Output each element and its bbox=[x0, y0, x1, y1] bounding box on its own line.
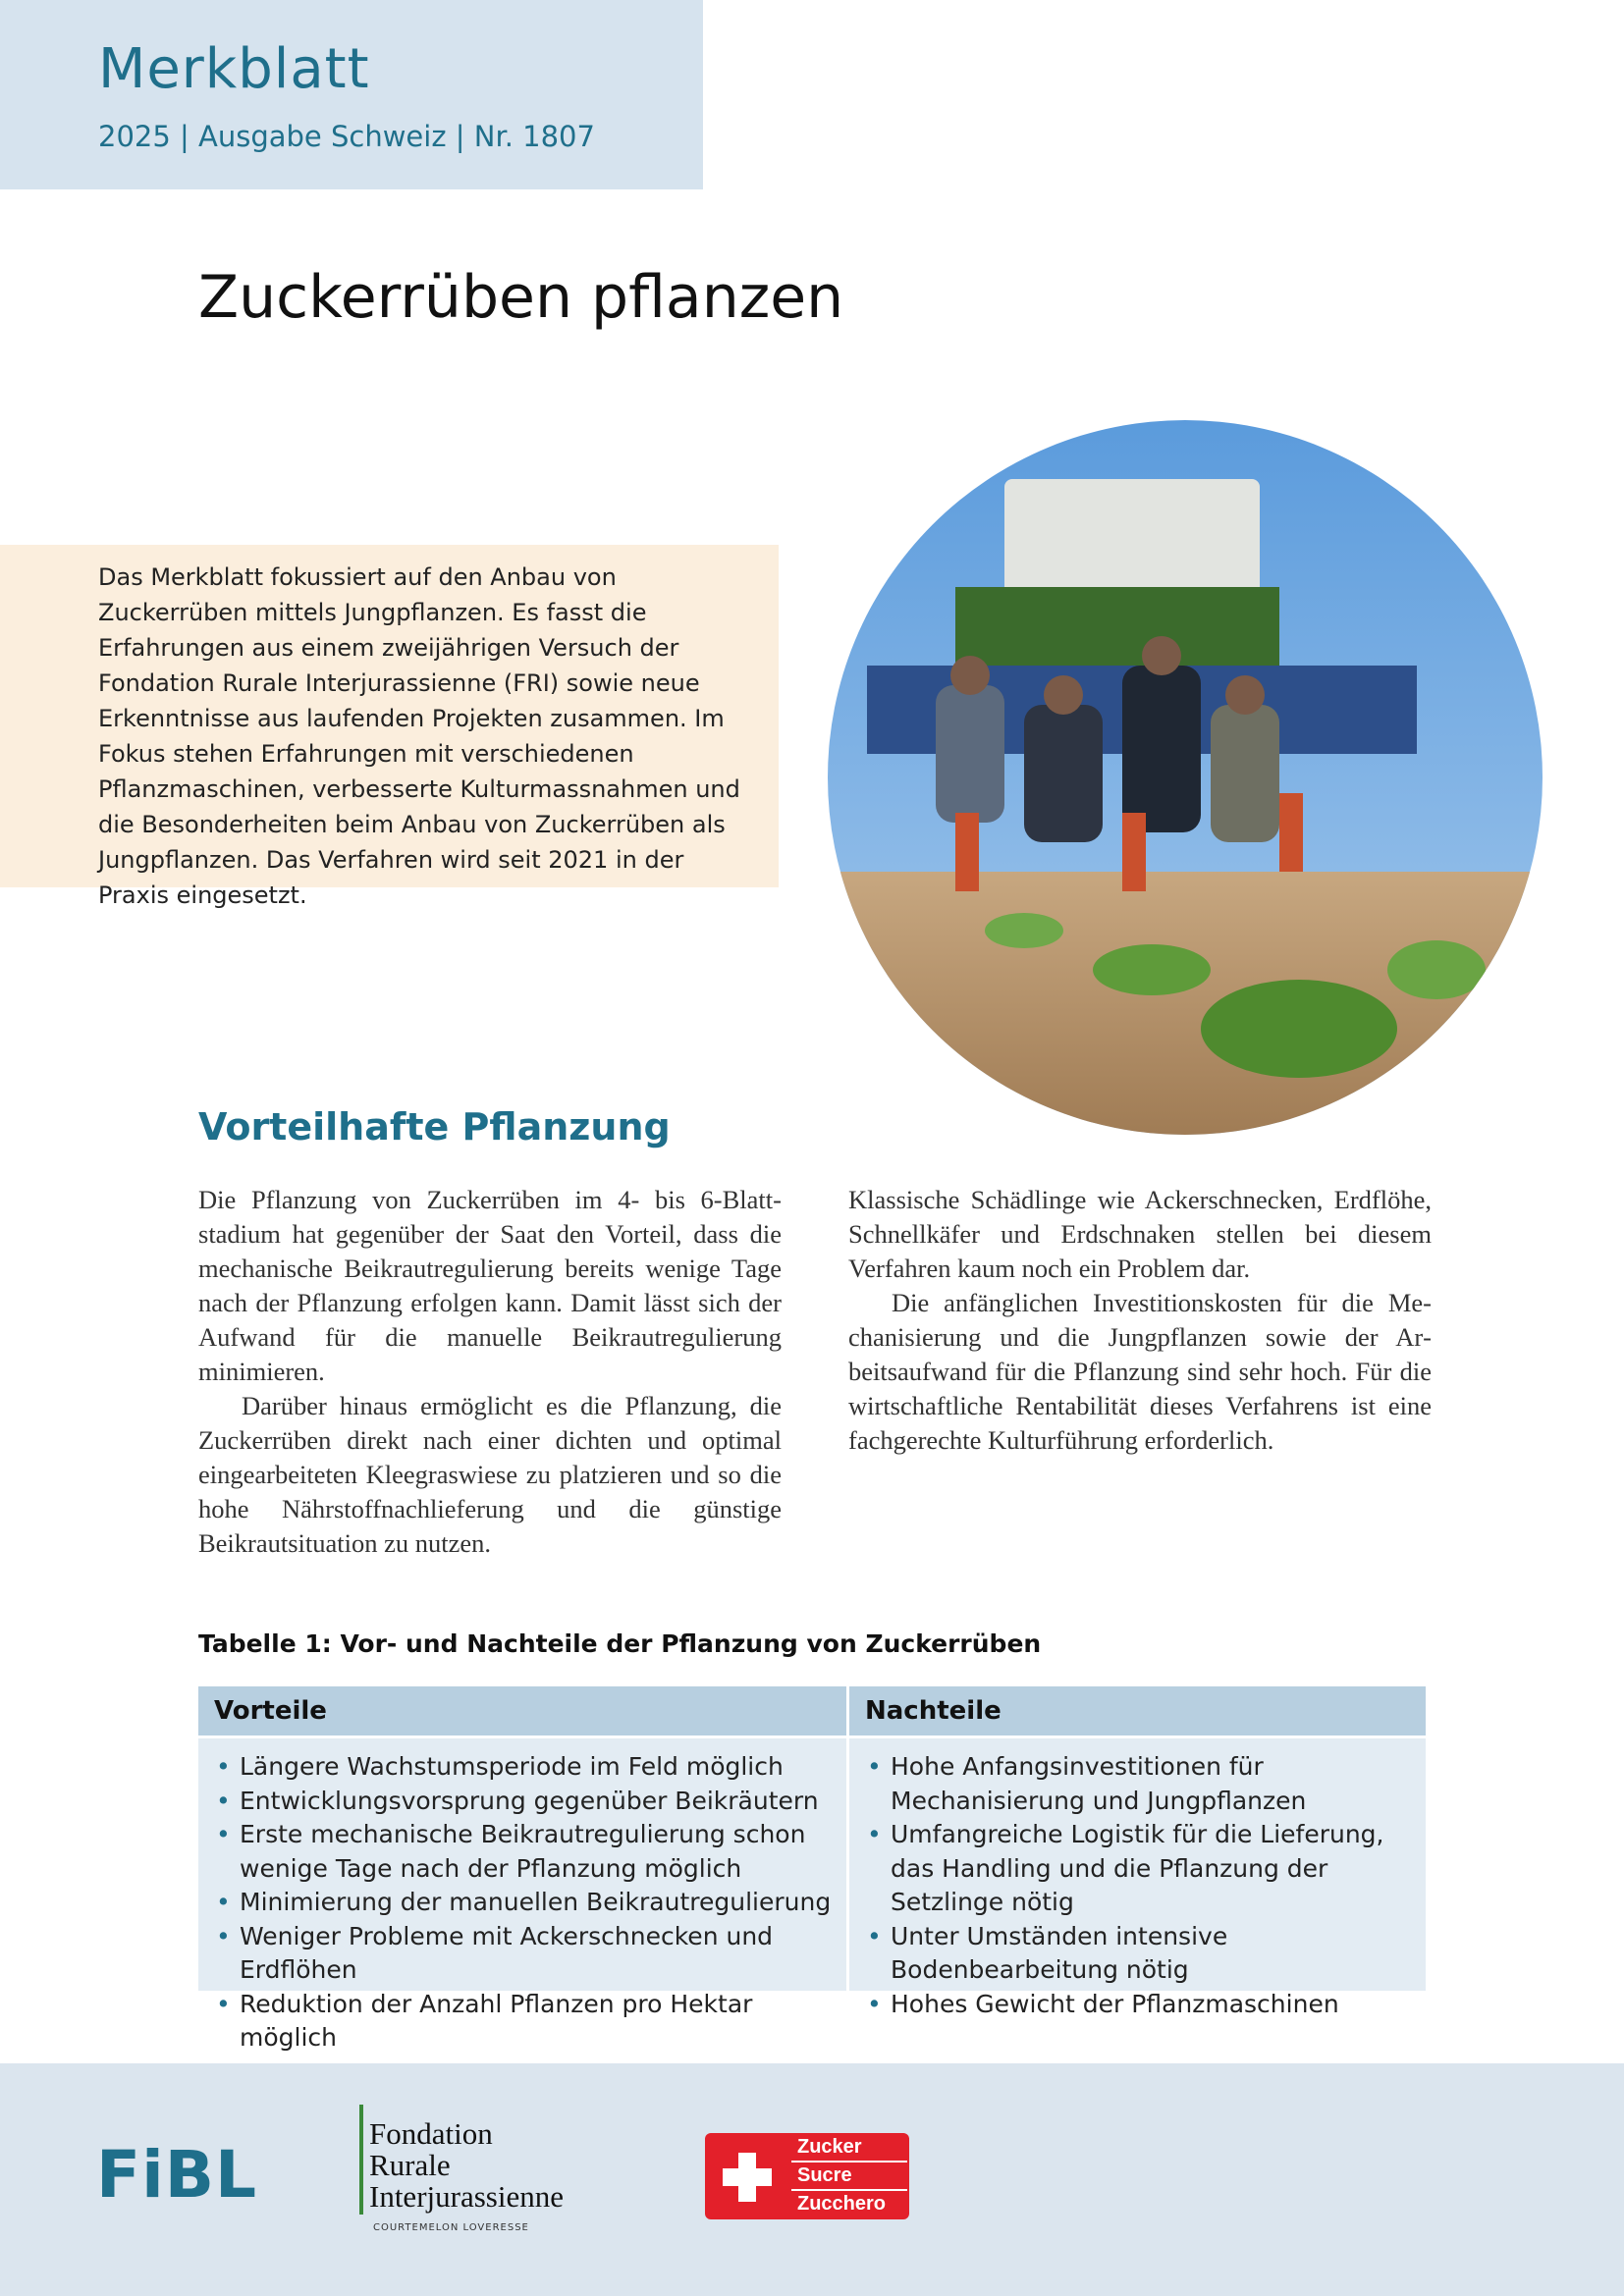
list-item: • Reduktion der Anzahl Pflanzen pro Hektar möglich bbox=[214, 1988, 833, 2056]
list-item: • Längere Wachstumsperiode im Feld möglich bbox=[214, 1750, 833, 1785]
list-item: • Minimierung der manuellen Beikrautregulierung bbox=[214, 1886, 833, 1920]
list-item: • Entwicklungsvorsprung gegenüber Beikräutern bbox=[214, 1785, 833, 1819]
table-caption: Tabelle 1: Vor- und Nachteile der Pflanzung von Zuckerrüben bbox=[198, 1629, 1042, 1658]
tractor-photo bbox=[828, 420, 1543, 1135]
table-cell-nachteile bbox=[849, 1738, 1426, 2018]
fri-line: Rurale bbox=[369, 2148, 451, 2182]
list-item: • Weniger Probleme mit Ackerschnecken und Erdflöhen bbox=[214, 1920, 833, 1988]
zucker-line: Zucchero bbox=[797, 2193, 887, 2215]
fri-logo-text bbox=[369, 2118, 564, 2213]
zucker-line: Zucker bbox=[791, 2134, 907, 2163]
list-item: • Hohes Gewicht der Pflanzmaschinen bbox=[865, 1988, 1412, 2022]
list-item: • Hohe Anfangsinvestitionen für Mechanisierung und Jungpflanzen bbox=[865, 1750, 1412, 1818]
zucker-line: Sucre bbox=[791, 2163, 907, 2191]
pros-cons-table bbox=[198, 1686, 1426, 2052]
list-item: • Umfangreiche Logistik für die Lieferung, das Handling und die Pflanzung der Setzlinge nötig bbox=[865, 1818, 1412, 1920]
paragraph: Die Pflanzung von Zuckerrüben im 4- bis 6-Blattstadium hat gegenüber der Saat den Vorteil, dass die mechanische Beikrautregulierung bereits wenige Tage nach der Pflanzung erfolgen kann. Damit lässt sich der Aufwand für die manuelle Beikrautregulierung minimieren. bbox=[198, 1185, 782, 1386]
paragraph: Darüber hinaus ermöglicht es die Pflanzung, die Zuckerrüben direkt nach einer dichten und optimal eingearbeiteten Kleegraswiese zu platzieren und so die hohe Nährstoffnachlieferung und die günstige Beikrautsituation zu nutzen. bbox=[198, 1391, 782, 1558]
section-title: Vorteilhafte Pflanzung bbox=[198, 1105, 671, 1148]
text-column-left bbox=[198, 1183, 782, 1561]
table-cell-vorteile bbox=[198, 1738, 846, 2052]
swiss-cross-icon bbox=[719, 2149, 776, 2206]
header-title: Merkblatt bbox=[98, 37, 370, 101]
fri-line: Fondation bbox=[369, 2116, 493, 2151]
table-header-vorteile: Vorteile bbox=[198, 1686, 846, 1735]
paragraph: Klassische Schädlinge wie Ackerschnecken, Erdflöhe, Schnellkäfer und Erdschnaken stellen bei diesem Verfahren kaum noch ein Problem dar. bbox=[848, 1185, 1432, 1283]
list-item: • Unter Umständen intensive Bodenbearbeitung nötig bbox=[865, 1920, 1412, 1988]
list-item: • Erste mechanische Beikrautregulierung schon wenige Tage nach der Pflanzung möglich bbox=[214, 1818, 833, 1886]
fri-logo-subline: COURTEMELON LOVERESSE bbox=[373, 2222, 529, 2233]
intro-text: Das Merkblatt fokussiert auf den Anbau von Zuckerrüben mittels Jungpflanzen. Es fasst die Erfahrungen aus einem zweijährigen Versuch der Fondation Rurale Interjurassienne (FRI) sowie neue Erkenntnisse aus laufenden Projekten zusammen. Im Fokus stehen Erfahrungen mit verschiedenen Pflanzmaschinen, verbesserte Kulturmassnahmen und die Besonderheiten beim Anbau von Zuckerrüben als Jungpflanzen. Das Verfahren wird seit 2021 in der Praxis eingesetzt. bbox=[98, 563, 740, 909]
fibl-logo: FiBL bbox=[96, 2137, 258, 2213]
page-title: Zuckerrüben pflanzen bbox=[198, 263, 844, 332]
fri-logo-bar bbox=[359, 2105, 363, 2215]
fri-line: Interjurassienne bbox=[369, 2179, 564, 2214]
paragraph: Die anfänglichen Investitionskosten für die Mechanisierung und die Jungpflanzen sowie der Arbeitsaufwand für die Pflanzung sind sehr hoch. Für die wirtschaftliche Rentabilität dieses Verfahrens ist eine fachgerechte Kulturführung erforderlich. bbox=[848, 1288, 1432, 1455]
header-subtitle: 2025 | Ausgabe Schweiz | Nr. 1807 bbox=[98, 120, 595, 153]
table-header-nachteile: Nachteile bbox=[849, 1686, 1426, 1735]
text-column-right bbox=[848, 1183, 1432, 1458]
swiss-sugar-logo-text bbox=[791, 2134, 907, 2217]
